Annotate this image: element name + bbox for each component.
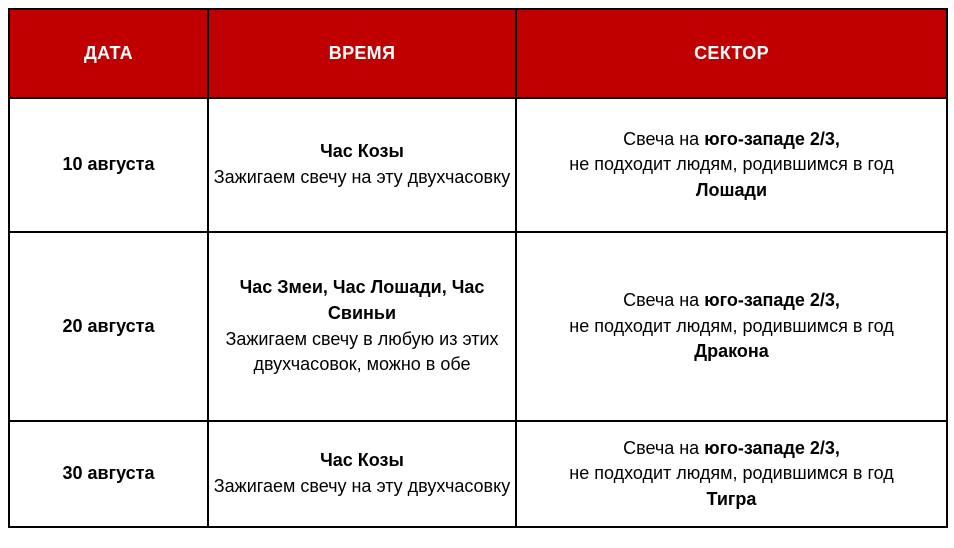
sector-cell xyxy=(516,98,947,232)
sector-lead: Свеча на xyxy=(623,437,700,458)
time-note: Зажигаем свечу на эту двухчасовку xyxy=(213,476,511,496)
time-note: Зажигаем свечу в любую из этих двухчасовок, можно в обе xyxy=(225,328,499,375)
sector-direction: юго-западе 2/3, xyxy=(704,437,840,458)
sector-zodiac: Лошади xyxy=(695,179,768,200)
table-row xyxy=(9,232,947,421)
sector-cell xyxy=(516,232,947,421)
table-row xyxy=(9,421,947,527)
sector-direction: юго-западе 2/3, xyxy=(704,128,840,149)
sector-direction: юго-западе 2/3, xyxy=(704,290,840,311)
sector-lead: Свеча на xyxy=(623,128,700,149)
time-title: Час Змеи, Час Лошади, Час Свиньи xyxy=(239,277,485,323)
header-cell-date: ДАТА xyxy=(9,9,208,98)
sector-note: не подходит людям, родившимся в год xyxy=(569,463,894,484)
time-cell xyxy=(208,98,516,232)
sector-zodiac: Дракона xyxy=(694,341,769,362)
time-note: Зажигаем свечу на эту двухчасовку xyxy=(213,167,511,187)
sector-cell xyxy=(516,421,947,527)
time-cell xyxy=(208,421,516,527)
time-title: Час Козы xyxy=(320,141,404,162)
header-cell-time: ВРЕМЯ xyxy=(208,9,516,98)
date-cell: 30 августа xyxy=(9,421,208,527)
sector-lead: Свеча на xyxy=(623,290,700,311)
sector-zodiac: Тигра xyxy=(706,488,757,509)
sector-note: не подходит людям, родившимся в год xyxy=(569,154,894,175)
date-cell: 10 августа xyxy=(9,98,208,232)
time-cell xyxy=(208,232,516,421)
header-row xyxy=(9,9,947,98)
sector-note: не подходит людям, родившимся в год xyxy=(569,315,894,336)
time-title: Час Козы xyxy=(320,450,404,471)
header-cell-sector: СЕКТОР xyxy=(516,9,947,98)
candle-schedule-table xyxy=(8,8,948,528)
table-row xyxy=(9,98,947,232)
date-cell: 20 августа xyxy=(9,232,208,421)
